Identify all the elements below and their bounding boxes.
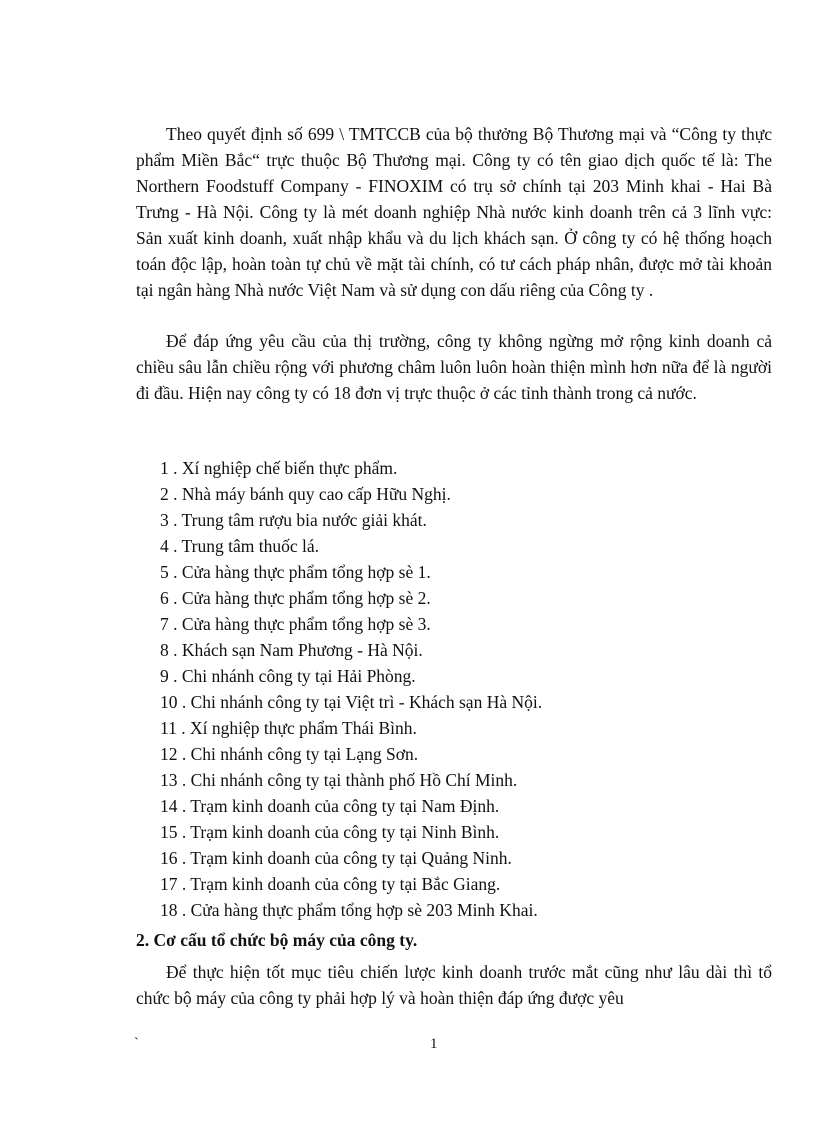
list-item: 10 . Chi nhánh công ty tại Việt trì - Khách sạn Hà Nội. <box>160 692 543 712</box>
list-item: 3 . Trung tâm rượu bia nước giải khát. <box>160 510 427 530</box>
list-item: 16 . Trạm kinh doanh của công ty tại Quảng Ninh. <box>160 848 512 868</box>
list-item: 1 . Xí nghiệp chế biến thực phẩm. <box>160 458 398 478</box>
paragraph-company-intro: Theo quyết định số 699 \ TMTCCB của bộ thưởng Bộ Thương mại và “Công ty thực phẩm Miền Bắc“ trực thuộc Bộ Thương mại. Công ty có tên giao dịch quốc tế là: The Northern Foodstuff Company - FINOXIM có trụ sở chính tại 203 Minh khai - Hai Bà Trưng - Hà Nội. Công ty là mét doanh nghiệp Nhà nước kinh doanh trên cả 3 lĩnh vực: Sản xuất kinh doanh, xuất nhập khẩu và du lịch khách sạn. Ở công ty có hệ thống hoạch toán độc lập, hoàn toàn tự chủ về mặt tài chính, có tư cách pháp nhân, được mở tài khoản tại ngân hàng Nhà nước Việt Nam và sử dụng con dấu riêng của Công ty . <box>136 124 772 300</box>
list-item: 11 . Xí nghiệp thực phẩm Thái Bình. <box>160 718 417 738</box>
list-item: 9 . Chi nhánh công ty tại Hải Phòng. <box>160 666 416 686</box>
list-item: 15 . Trạm kinh doanh của công ty tại Ninh Bình. <box>160 822 500 842</box>
paragraph-organization: Để thực hiện tốt mục tiêu chiến lược kinh doanh trước mắt cũng như lâu dài thì tổ chức bộ máy của công ty phải hợp lý và hoàn thiện đáp ứng được yêu <box>136 962 772 1008</box>
list-item: 17 . Trạm kinh doanh của công ty tại Bắc Giang. <box>160 874 501 894</box>
list-item: 18 . Cửa hàng thực phẩm tổng hợp sè 203 Minh Khai. <box>160 900 538 920</box>
list-item: 12 . Chi nhánh công ty tại Lạng Sơn. <box>160 744 419 764</box>
list-item: 7 . Cửa hàng thực phẩm tổng hợp sè 3. <box>160 614 431 634</box>
affiliated-units-list <box>160 455 542 923</box>
list-item: 4 . Trung tâm thuốc lá. <box>160 536 319 556</box>
section-heading: 2. Cơ cấu tổ chức bộ máy của công ty. <box>136 930 418 950</box>
list-item: 14 . Trạm kinh doanh của công ty tại Nam Định. <box>160 796 500 816</box>
list-item: 13 . Chi nhánh công ty tại thành phố Hồ Chí Minh. <box>160 770 518 790</box>
list-item: 8 . Khách sạn Nam Phương - Hà Nội. <box>160 640 423 660</box>
list-item: 6 . Cửa hàng thực phẩm tổng hợp sè 2. <box>160 588 431 608</box>
list-item: 2 . Nhà máy bánh quy cao cấp Hữu Nghị. <box>160 484 451 504</box>
paragraph-market-expansion: Để đáp ứng yêu cầu của thị trường, công ty không ngừng mở rộng kinh doanh cả chiều sâu lẫn chiều rộng với phương châm luôn luôn hoàn thiện mình hơn nữa để là người đi đầu. Hiện nay công ty có 18 đơn vị trực thuộc ở các tỉnh thành trong cả nước. <box>136 331 772 403</box>
list-item: 5 . Cửa hàng thực phẩm tổng hợp sè 1. <box>160 562 431 582</box>
footer-mark: ` <box>134 1036 139 1051</box>
page-number: 1 <box>430 1036 438 1052</box>
